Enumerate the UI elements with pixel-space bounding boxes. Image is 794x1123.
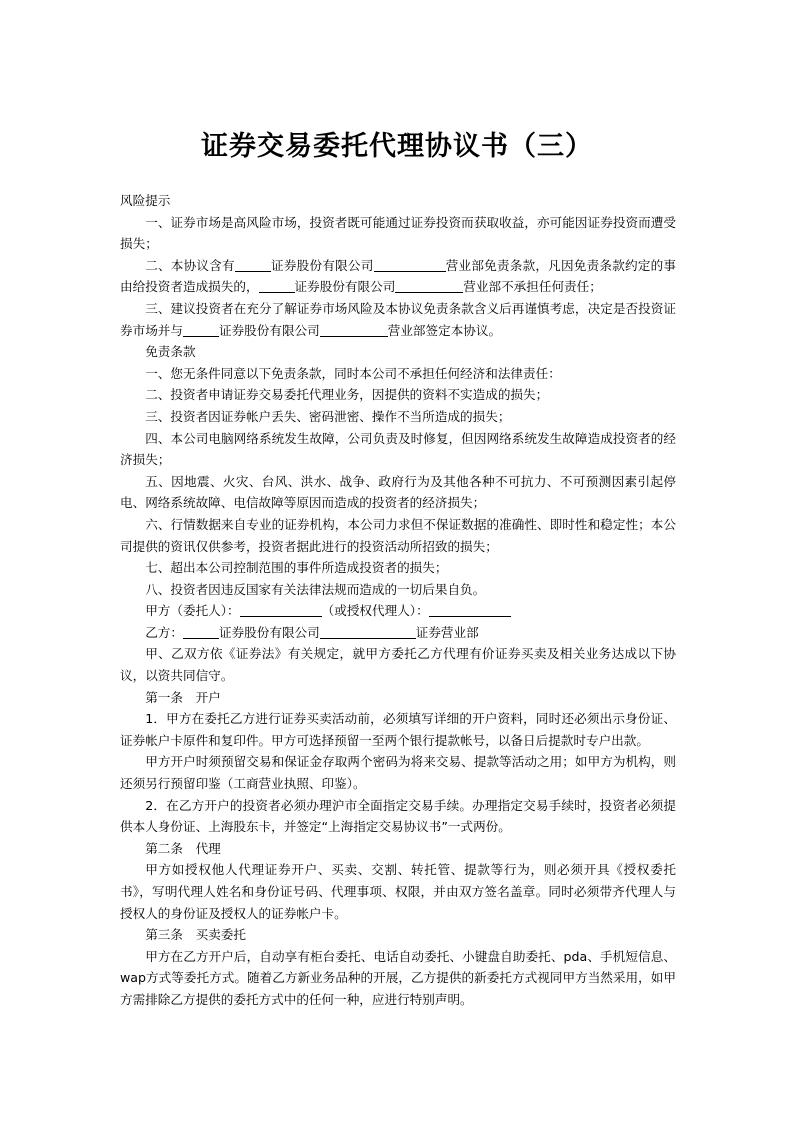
exemption-item: 四、本公司电脑网络系统发生故障，公司负责及时修复，但因网络系统发生故障造成投资者的经济损失； bbox=[120, 430, 676, 468]
risk-heading: 风险提示 bbox=[120, 193, 171, 208]
blank-line bbox=[183, 322, 219, 337]
party-b-branch-blank bbox=[320, 624, 416, 639]
party-a-line: 甲方（委托人）： （或授权代理人）： bbox=[120, 600, 676, 622]
article-1-paragraph: 1．甲方在委托乙方进行证券买卖活动前，必须填写详细的开户资料，同时还必须出示身份证、证券帐户卡原件和复印件。甲方可选择预留一至两个银行提款帐号，以备日后提款时专户出款。 bbox=[120, 711, 676, 748]
blank-line bbox=[259, 278, 295, 293]
blank-line bbox=[235, 257, 271, 272]
document-title: 证券交易委托代理协议书（三） bbox=[201, 131, 593, 162]
risk-item-1: 一、证券市场是高风险市场，投资者既可能通过证券投资而获取收益，亦可能因证券投资而遭受损失； bbox=[120, 214, 676, 252]
exemption-item: 五、因地震、火灾、台风、洪水、战争、政府行为及其他各种不可抗力、不可预测因素引起停电、网络系统故障、电信故障等原因而造成的投资者的经济损失； bbox=[120, 473, 676, 511]
document-body bbox=[120, 190, 676, 1011]
agreement-intro: 甲、乙双方依《证券法》有关规定，就甲方委托乙方代理有价证券买卖及相关业务达成以下协议，以资共同信守。 bbox=[120, 646, 676, 684]
risk-item-3: 三、建议投资者在充分了解证券市场风险及本协议免责条款含义后再谨慎考虑，决定是否投资证券市场并与 证券股份有限公司 营业部签定本协议。 bbox=[120, 300, 676, 338]
party-a-agent-blank bbox=[429, 602, 511, 617]
article-1-paragraph: 甲方开户时须预留交易和保证金存取两个密码为将来交易、提款等活动之用；如甲方为机构，则还须另行预留印鉴（工商营业执照、印鉴）。 bbox=[120, 754, 676, 792]
risk-item-2: 二、本协议含有 证券股份有限公司 营业部免责条款，凡因免责条款约定的事由给投资者造成损失的， 证券股份有限公司 营业部不承担任何责任； bbox=[120, 257, 677, 295]
exemption-item: 八、投资者因违反国家有关法律法规而造成的一切后果自负。 bbox=[145, 581, 486, 597]
blank-line bbox=[320, 322, 388, 337]
article-1-heading: 第一条 开户 bbox=[145, 689, 221, 705]
blank-line bbox=[395, 278, 463, 293]
article-2-paragraph: 甲方如授权他人代理证券开户、买卖、交割、转托管、提款等行为，则必须开具《授权委托书》，写明代理人姓名和身份证号码、代理事项、权限，并由双方签名盖章。同时必须带齐代理人与授权人的身份证及授权人的证券帐户卡。 bbox=[120, 862, 676, 921]
exemption-item: 六、行情数据来自专业的证券机构，本公司力求但不保证数据的准确性、即时性和稳定性；本公司提供的资讯仅供参考，投资者据此进行的投资活动所招致的损失； bbox=[120, 516, 676, 554]
exemption-item: 七、超出本公司控制范围的事件所造成投资者的损失； bbox=[145, 560, 448, 576]
exemption-item: 二、投资者申请证券交易委托代理业务，因提供的资料不实造成的损失； bbox=[145, 387, 549, 403]
article-2-heading: 第二条 代理 bbox=[145, 840, 221, 856]
exemption-heading: 免责条款 bbox=[145, 344, 196, 360]
blank-line bbox=[374, 257, 446, 272]
party-b-blank bbox=[183, 624, 219, 639]
party-a-blank bbox=[240, 602, 322, 617]
article-1-paragraph: 2．在乙方开户的投资者必须办理沪市全面指定交易手续。办理指定交易手续时，投资者必须提供本人身份证、上海股东卡，并签定“上海指定交易协议书”一式两份。 bbox=[120, 797, 676, 835]
article-3-paragraph: 甲方在乙方开户后，自动享有柜台委托、电话自动委托、小键盘自助委托、pda、手机短信息、wap方式等委托方式。随着乙方新业务品种的开展，乙方提供的新委托方式视同甲方当然采用，如甲方需排除乙方提供的委托方式中的任何一种，应进行特别声明。 bbox=[120, 948, 676, 1007]
exemption-item: 一、您无条件同意以下免责条款，同时本公司不承担任何经济和法律责任： bbox=[145, 365, 561, 381]
article-3-heading: 第三条 买卖委托 bbox=[145, 927, 246, 943]
party-b-line: 乙方： 证券股份有限公司 证券营业部 bbox=[145, 624, 479, 640]
exemption-item: 三、投资者因证券帐户丢失、密码泄密、操作不当所造成的损失； bbox=[145, 408, 511, 424]
